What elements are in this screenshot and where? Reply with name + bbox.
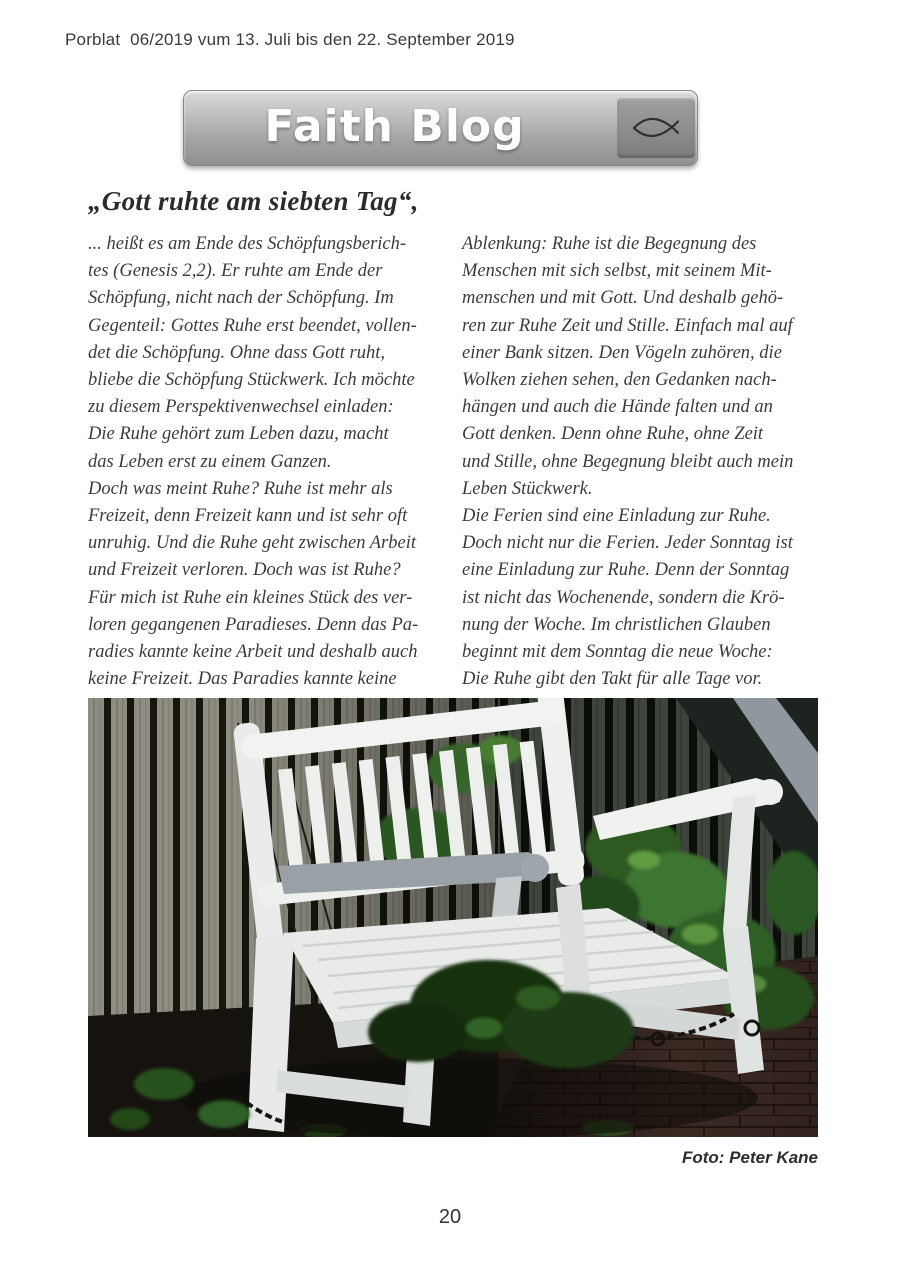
body-text-line: ren zur Ruhe Zeit und Stille. Einfach mal auf <box>462 315 793 336</box>
photo-credit: Foto: Peter Kane <box>681 1148 818 1167</box>
body-text-line: det die Schöpfung. Ohne dass Gott ruht, <box>88 342 386 363</box>
body-text-line: einer Bank sitzen. Den Vögeln zuhören, die <box>462 342 782 363</box>
body-text-line: Ablenkung: Ruhe ist die Begegnung des <box>462 234 757 254</box>
article-heading: „Gott ruhte am siebten Tag“, <box>88 186 419 216</box>
body-text-line: loren gegangenen Paradieses. Denn das Pa- <box>88 614 419 635</box>
body-text-line: Gegenteil: Gottes Ruhe erst beendet, vollen- <box>88 315 417 336</box>
masthead-issue-line: Porblat 06/2019 vum 13. Juli bis den 22. September 2019 <box>65 30 515 49</box>
body-text-line: tes (Genesis 2,2). Er ruhte am Ende der <box>88 261 383 282</box>
body-text-line: Die Ruhe gibt den Takt für alle Tage vor. <box>462 669 763 690</box>
body-text-line: beginnt mit dem Sonntag die neue Woche: <box>462 642 773 663</box>
body-text-line: und Freizeit verloren. Doch was ist Ruhe? <box>88 560 401 581</box>
bench-photo <box>88 698 818 1137</box>
body-text-line: radies kannte keine Arbeit und deshalb auch <box>88 642 418 663</box>
body-text-line: hängen und auch die Hände falten und an <box>462 397 773 418</box>
body-text-line: keine Freizeit. Das Paradies kannte keine <box>88 669 397 690</box>
body-text-line: Menschen mit sich selbst, mit seinem Mit- <box>462 261 772 282</box>
body-text-line: Die Ruhe gehört zum Leben dazu, macht <box>88 424 389 445</box>
body-text-line: Freizeit, denn Freizeit kann und ist sehr oft <box>88 506 408 527</box>
banner-title: Faith Blog <box>264 101 525 152</box>
body-text-line: unruhig. Und die Ruhe geht zwischen Arbeit <box>88 533 416 554</box>
body-text-line: zu diesem Perspektivenwechsel einladen: <box>88 397 394 418</box>
body-text-line: eine Einladung zur Ruhe. Denn der Sonntag <box>462 560 790 581</box>
body-text-line: Gott denken. Denn ohne Ruhe, ohne Zeit <box>462 424 764 445</box>
body-text-line: bliebe die Schöpfung Stückwerk. Ich möchte <box>88 370 415 391</box>
body-text-line: das Leben erst zu einem Ganzen. <box>88 451 332 472</box>
body-text-line: ist nicht das Wochenende, sondern die Krö- <box>462 587 785 608</box>
body-text-line: und Stille, ohne Begegnung bleibt auch mein <box>462 451 794 472</box>
faith-blog-banner <box>183 90 698 166</box>
fish-icon-svg <box>627 106 685 150</box>
ichthys-fish-icon <box>617 98 695 158</box>
body-text-line: Die Ferien sind eine Einladung zur Ruhe. <box>462 506 771 527</box>
body-text-line: menschen und mit Gott. Und deshalb gehö- <box>462 288 784 309</box>
article-column-left <box>88 231 448 693</box>
body-text-line: Für mich ist Ruhe ein kleines Stück des ver- <box>88 587 413 608</box>
article-body <box>88 231 822 693</box>
body-text-line: Schöpfung, nicht nach der Schöpfung. Im <box>88 288 394 309</box>
bench-photo-illustration <box>88 698 818 1137</box>
body-text-line: Doch was meint Ruhe? Ruhe ist mehr als <box>88 478 393 499</box>
body-text-line: Leben Stückwerk. <box>462 478 593 499</box>
body-text-line: Wolken ziehen sehen, den Gedanken nach- <box>462 370 777 391</box>
body-text-line: nung der Woche. Im christlichen Glauben <box>462 614 771 635</box>
article-column-right <box>462 231 822 693</box>
body-text-line: ... heißt es am Ende des Schöpfungsberich- <box>88 234 407 254</box>
page-number: 20 <box>438 1206 462 1228</box>
body-text-line: Doch nicht nur die Ferien. Jeder Sonntag ist <box>462 533 793 554</box>
